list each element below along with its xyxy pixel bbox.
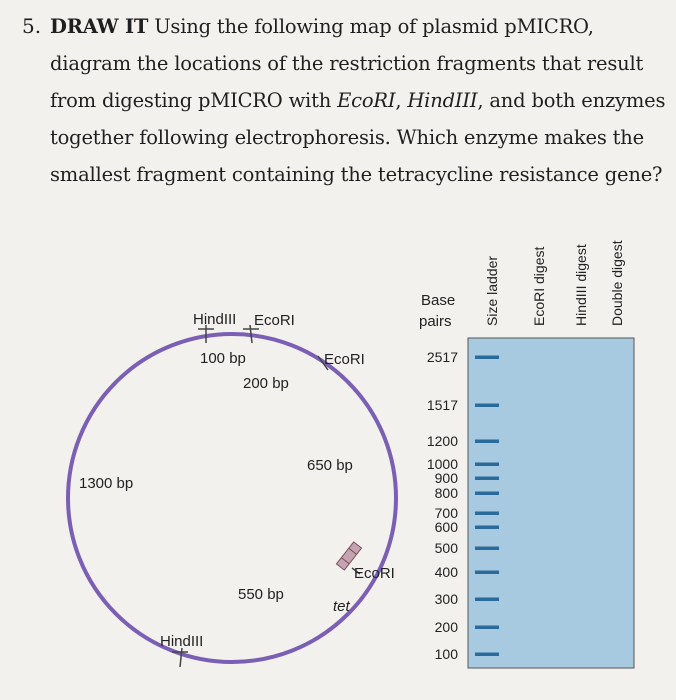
ladder-band: [475, 463, 499, 467]
lane-label: HindIII digest: [573, 244, 589, 326]
ladder-size-label: 200: [434, 619, 458, 635]
ladder-band: [475, 626, 499, 630]
ladder-band: [475, 512, 499, 516]
ladder-size-label: 2517: [426, 349, 458, 365]
label-tet: tet: [333, 598, 350, 615]
ladder-size-label: 100: [434, 646, 458, 662]
ladder-band: [475, 571, 499, 575]
question-line-3a: from digesting pMICRO with: [50, 89, 338, 112]
ladder-size-label: 1200: [426, 433, 458, 449]
ladder-size-label: 500: [434, 540, 458, 556]
gel-slab: [468, 338, 634, 668]
label-650bp: 650 bp: [307, 457, 353, 474]
ladder-size-label: 700: [434, 505, 458, 521]
ladder-band: [475, 356, 499, 360]
ladder-size-label: 300: [434, 591, 458, 607]
ladder-band: [475, 404, 499, 408]
plasmid-map: [68, 311, 396, 667]
hindIII-bottom-tick: [180, 648, 182, 667]
question-line-3d: HindIII: [407, 89, 478, 112]
label-hindIII-bottom: HindIII: [160, 633, 204, 650]
ladder-band: [475, 477, 499, 481]
question-line-3b: EcoRI: [337, 89, 396, 112]
ladder-size-label: 600: [434, 519, 458, 535]
ladder-band: [475, 492, 499, 496]
ladder-size-label: 800: [434, 485, 458, 501]
lane-label: Double digest: [609, 240, 625, 326]
lane-label: EcoRI digest: [531, 246, 547, 326]
ladder-band: [475, 653, 499, 657]
question-line-3e: , and both enzymes: [477, 89, 666, 112]
ladder-band: [475, 598, 499, 602]
ladder-band: [475, 547, 499, 551]
question-line-2: diagram the locations of the restriction fragments that result: [50, 52, 644, 75]
ladder-band: [475, 526, 499, 530]
label-100bp: 100 bp: [200, 350, 246, 367]
label-ecoRI-tet: EcoRI: [354, 565, 395, 582]
question-line-4: together following electrophoresis. Which enzyme makes the: [50, 126, 644, 149]
question-line-3c: ,: [395, 89, 408, 112]
question-number: 5.: [22, 14, 42, 38]
ladder-size-label: 1000: [426, 456, 458, 472]
gel-diagram: [419, 240, 634, 668]
label-550bp: 550 bp: [238, 586, 284, 603]
ladder-size-label: 900: [434, 470, 458, 486]
ecoRI-top-tick: [250, 325, 252, 343]
lane-label: Size ladder: [484, 255, 500, 326]
label-ecoRI-right: EcoRI: [324, 351, 365, 368]
question-line-5: smallest fragment containing the tetracycline resistance gene?: [50, 163, 663, 186]
label-ecoRI-top: EcoRI: [254, 312, 295, 329]
question-line-1: Using the following map of plasmid pMICRO,: [148, 15, 594, 38]
label-200bp: 200 bp: [243, 375, 289, 392]
ladder-band: [475, 440, 499, 444]
label-1300bp: 1300 bp: [79, 475, 134, 492]
draw-it-title: DRAW IT: [50, 15, 149, 38]
ladder-size-label: 400: [434, 564, 458, 580]
base-pairs-header-2: pairs: [419, 313, 452, 330]
label-hindIII-top: HindIII: [193, 311, 237, 328]
ladder-size-label: 1517: [426, 397, 458, 413]
base-pairs-header-1: Base: [421, 292, 456, 309]
